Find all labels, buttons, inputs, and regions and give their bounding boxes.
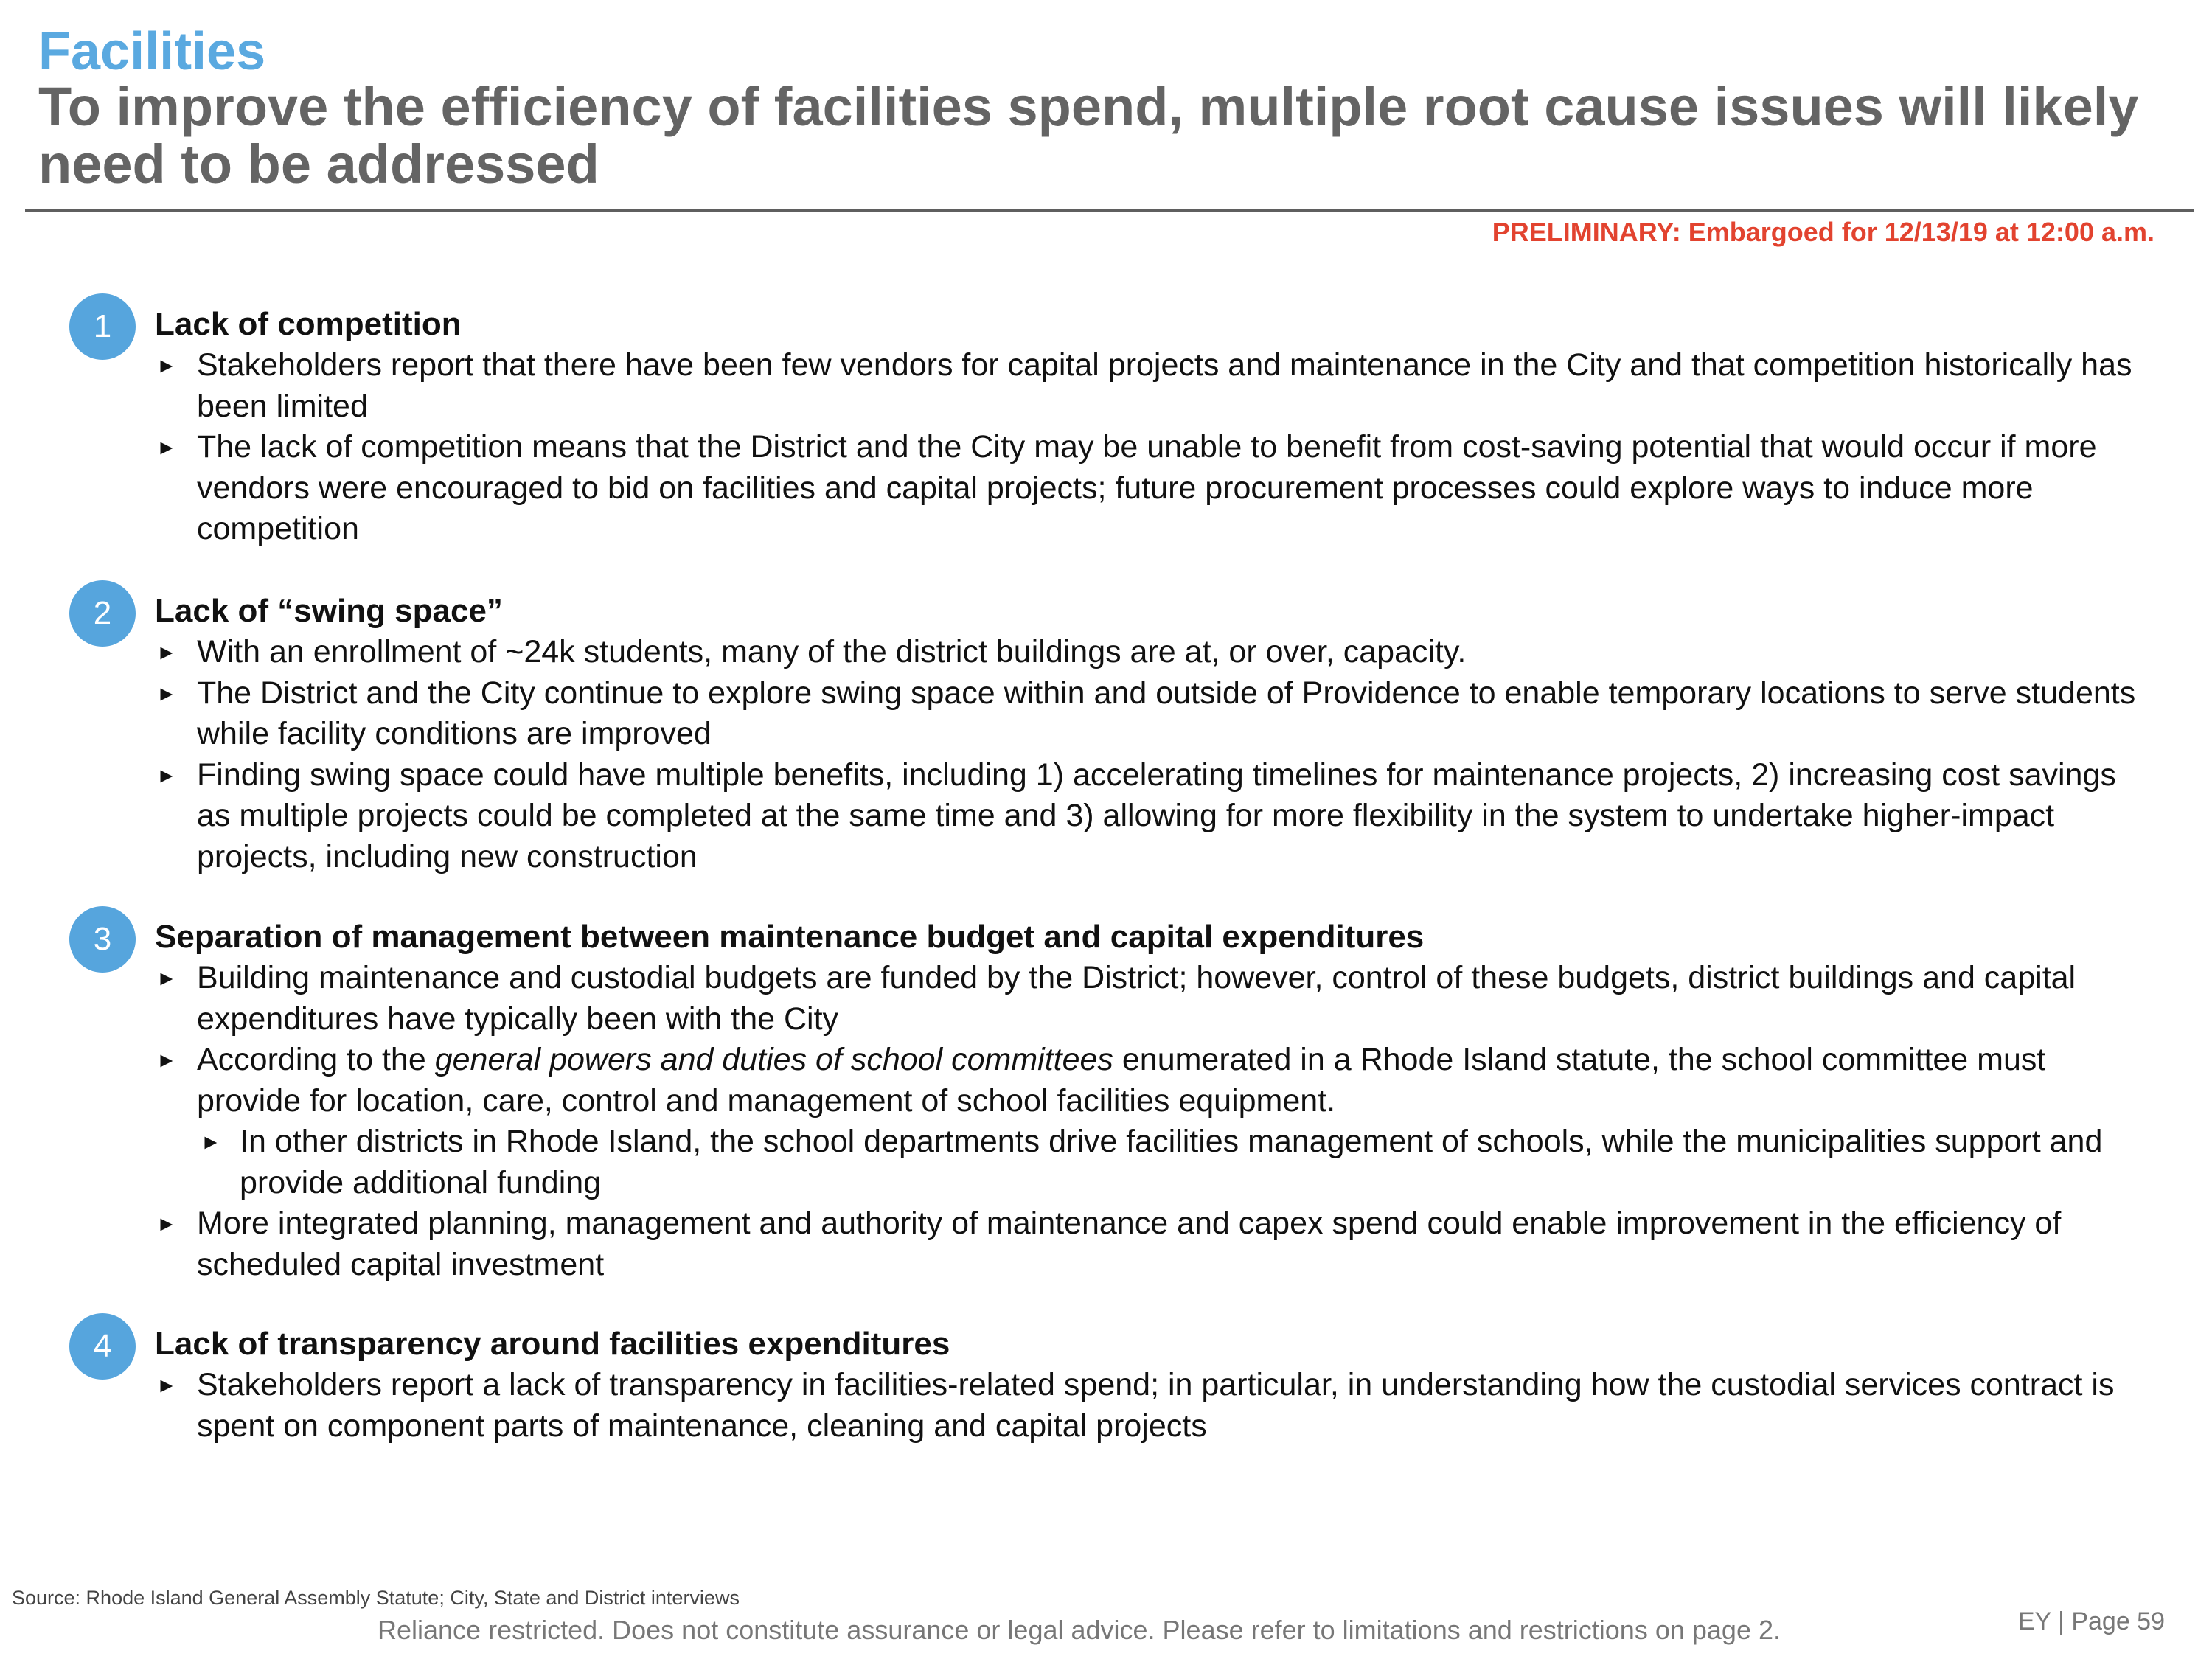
bullet-item bbox=[0, 427, 2143, 550]
statute-title: general powers and duties of school committees bbox=[434, 1042, 1113, 1077]
triangle-bullet-icon: ► bbox=[156, 967, 177, 990]
triangle-bullet-icon: ► bbox=[156, 354, 177, 377]
triangle-bullet-icon: ► bbox=[156, 763, 177, 787]
triangle-bullet-icon: ► bbox=[156, 1374, 177, 1397]
preliminary-notice: PRELIMINARY: Embargoed for 12/13/19 at 12:00 a.m. bbox=[1492, 217, 2154, 247]
title-divider bbox=[25, 209, 2194, 212]
bullet-text: Building maintenance and custodial budgets are funded by the District; however, control of these budgets, district buildings and capital expenditures have typically been with the City bbox=[197, 960, 2076, 1037]
triangle-bullet-icon: ► bbox=[156, 1048, 177, 1071]
bullet-text: With an enrollment of ~24k students, many of the district buildings are at, or over, capacity. bbox=[197, 634, 1467, 669]
section-kicker: Facilities bbox=[38, 22, 266, 81]
reliance-disclaimer: Reliance restricted. Does not constitute assurance or legal advice. Please refer to limitations and restrictions on page 2. bbox=[378, 1615, 1781, 1645]
bullet-text: The lack of competition means that the District and the City may be unable to benefit from cost-saving potential that would occur if more vendors were encouraged to bid on facilities and capital projects; future procurement processes could explore ways to induce more competition bbox=[197, 429, 2097, 546]
bullet-text: In other districts in Rhode Island, the school departments drive facilities management of schools, while the municipalities support and provide additional funding bbox=[240, 1124, 2103, 1200]
triangle-bullet-icon: ► bbox=[156, 1212, 177, 1235]
bullet-item bbox=[0, 1040, 2143, 1121]
number-badge: 3 bbox=[69, 906, 136, 973]
bullet-text: enumerated in a Rhode Island statute, the school committee must provide for location, care, control and management of school facilities equipment. bbox=[197, 1042, 2046, 1119]
bullet-item bbox=[0, 673, 2143, 755]
bullet-item bbox=[0, 632, 2143, 673]
bullet-item bbox=[0, 345, 2143, 427]
bullet-text: More integrated planning, management and authority of maintenance and capex spend could enable improvement in the efficiency of scheduled capital investment bbox=[197, 1206, 2062, 1282]
sub-bullet-item bbox=[0, 1121, 2142, 1203]
page-title: To improve the efficiency of facilities spend, multiple root cause issues will likely need to be addressed bbox=[38, 76, 2139, 195]
issue-heading: Lack of competition bbox=[155, 306, 462, 342]
bullet-text: Finding swing space could have multiple benefits, including 1) accelerating timelines for maintenance projects, 2) increasing cost savings as multiple projects could be completed at the same time and 3) allowing for more flexibility in the system to undertake higher-impact projects, including new construction bbox=[197, 757, 2116, 874]
triangle-bullet-icon: ► bbox=[156, 681, 177, 705]
issue-heading: Separation of management between maintenance budget and capital expenditures bbox=[155, 919, 1425, 955]
number-badge: 1 bbox=[69, 293, 136, 360]
page-number: EY | Page 59 bbox=[2017, 1607, 2165, 1635]
issue-heading: Lack of transparency around facilities expenditures bbox=[155, 1326, 950, 1362]
number-badge: 4 bbox=[69, 1313, 136, 1380]
bullet-item bbox=[0, 755, 2143, 878]
issue-heading: Lack of “swing space” bbox=[155, 593, 503, 629]
bullet-item bbox=[0, 1203, 2143, 1285]
triangle-bullet-icon: ► bbox=[156, 641, 177, 664]
bullet-item bbox=[0, 1365, 2143, 1447]
source-note: Source: Rhode Island General Assembly Statute; City, State and District interviews bbox=[12, 1587, 740, 1609]
bullet-text: The District and the City continue to explore swing space within and outside of Providence to enable temporary locations to serve students while facility conditions are improved bbox=[197, 675, 2136, 751]
triangle-bullet-icon: ► bbox=[156, 436, 177, 459]
bullet-text: Stakeholders report that there have been few vendors for capital projects and maintenance in the City and that competition historically has been limited bbox=[197, 347, 2132, 424]
bullet-text: Stakeholders report a lack of transparency in facilities-related spend; in particular, in understanding how the custodial services contract is spent on component parts of maintenance, cleaning and capital projects bbox=[197, 1367, 2115, 1444]
bullet-item bbox=[0, 958, 2143, 1040]
triangle-bullet-icon: ► bbox=[201, 1130, 221, 1153]
number-badge: 2 bbox=[69, 580, 136, 647]
bullet-text: According to the bbox=[197, 1042, 435, 1077]
